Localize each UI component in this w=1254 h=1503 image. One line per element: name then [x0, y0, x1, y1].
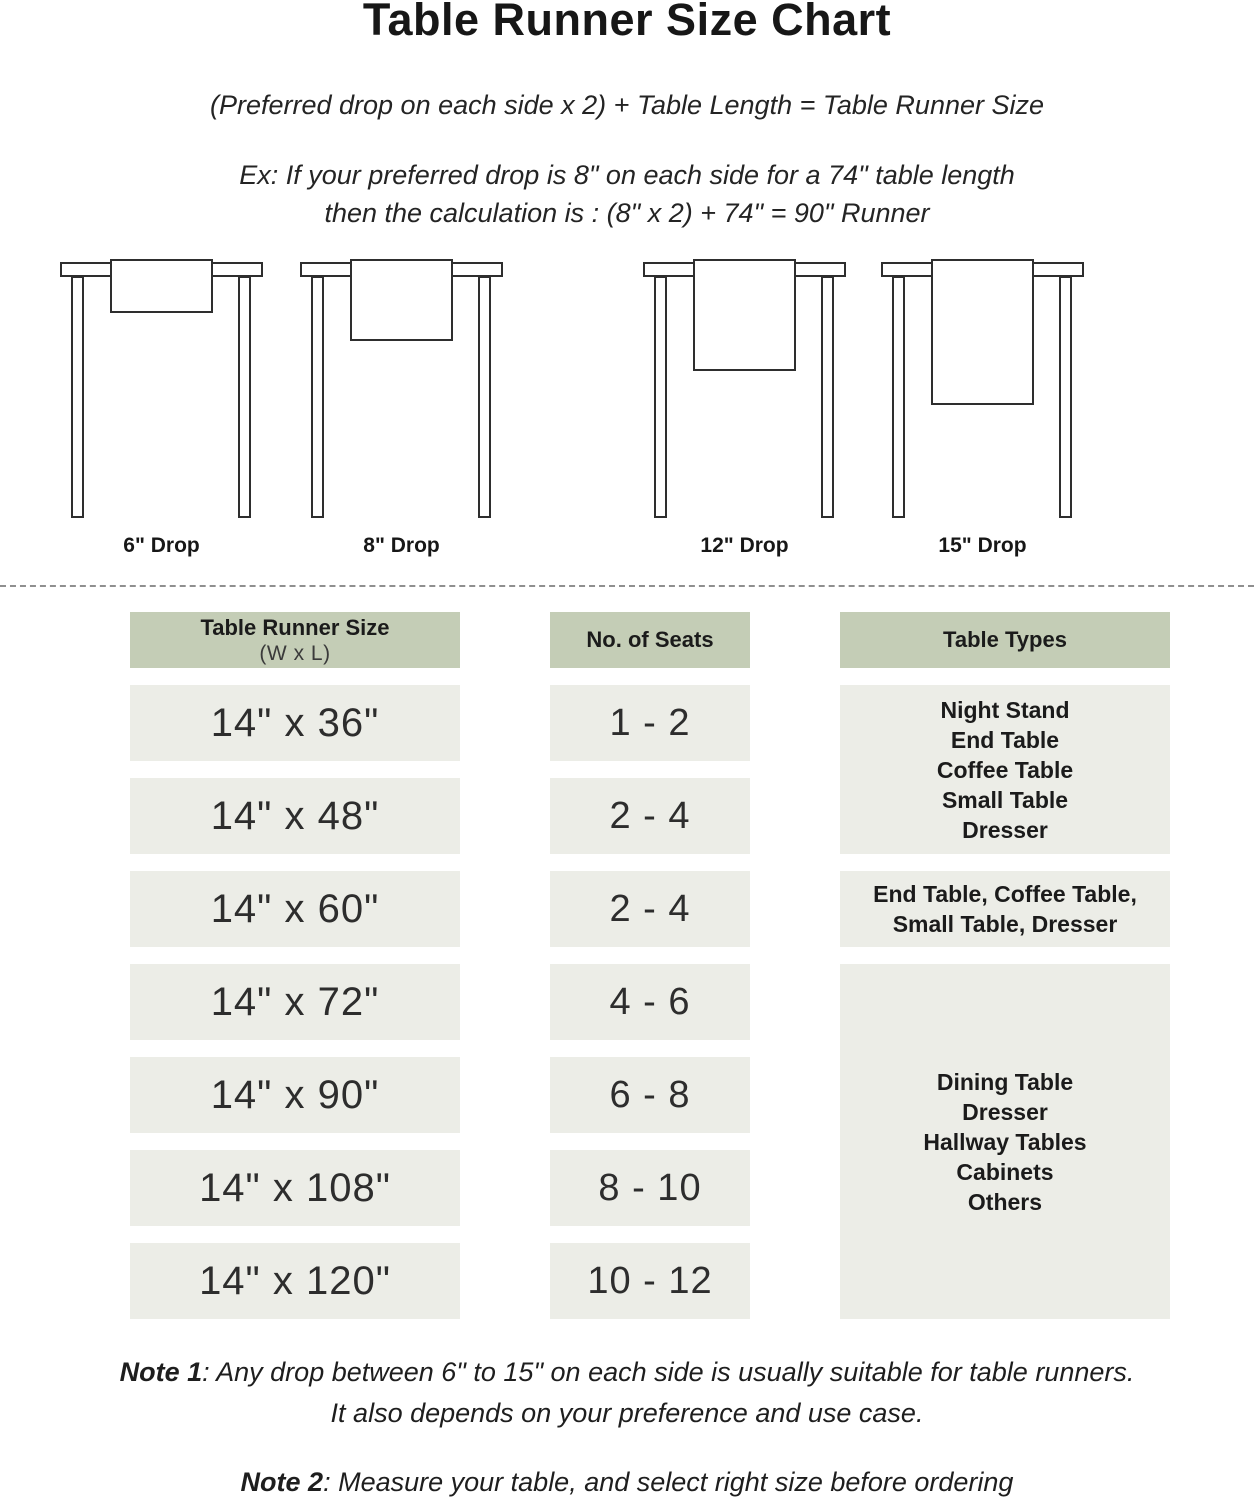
types-line: Cabinets [956, 1158, 1054, 1185]
types-line: End Table [950, 726, 1060, 753]
types-line: Small Table [941, 786, 1069, 813]
size-cell-5: 14" x 108" [130, 1150, 460, 1226]
header-seats [550, 612, 750, 668]
size-cell-4: 14" x 90" [130, 1057, 460, 1133]
drop-label: 6" Drop [123, 534, 200, 557]
table-figure-6in-drop [60, 258, 263, 560]
table-leg-right [238, 276, 251, 518]
runner-shape [350, 259, 453, 341]
note-2-label: Note 2 [240, 1467, 324, 1497]
header-types [840, 612, 1170, 668]
formula-text: (Preferred drop on each side x 2) + Table Length = Table Runner Size [209, 90, 1045, 120]
seats-cell-5: 8 - 10 [550, 1150, 750, 1226]
table-leg-left [71, 276, 84, 518]
header-size-subtitle: (W x L) [259, 641, 331, 665]
seats-cell-6: 10 - 12 [550, 1243, 750, 1319]
runner-shape [693, 259, 796, 371]
seats-cell-0: 1 - 2 [550, 685, 750, 761]
drop-label: 8" Drop [363, 534, 440, 557]
runner-shape [931, 259, 1034, 405]
size-cell-6: 14" x 120" [130, 1243, 460, 1319]
drop-figures [0, 258, 1254, 560]
size-cell-3: 14" x 72" [130, 964, 460, 1040]
types-line: Dresser [962, 816, 1048, 843]
types-line: Dresser [962, 1098, 1048, 1125]
table-figure-8in-drop [300, 258, 503, 560]
size-table [130, 612, 1170, 1319]
types-cell-group-1 [840, 685, 1170, 854]
header-seats-title: No. of Seats [586, 627, 714, 652]
table-leg-left [654, 276, 667, 518]
runner-shape [110, 259, 213, 313]
note-1-text: : Any drop between 6" to 15" on each side is usually suitable for table runners. [202, 1357, 1135, 1387]
size-cell-0: 14" x 36" [130, 685, 460, 761]
types-line: End Table, Coffee Table, [873, 881, 1137, 907]
note-2-text: : Measure your table, and select right size before ordering [323, 1467, 1014, 1497]
types-line: Others [967, 1188, 1043, 1215]
example-line-2: then the calculation is : (8" x 2) + 74" = 90" Runner [324, 198, 930, 228]
note-1-label: Note 1 [119, 1357, 203, 1387]
drop-label: 12" Drop [700, 534, 789, 557]
example-text [0, 156, 1254, 232]
note-1 [0, 1352, 1254, 1434]
table-figure-12in-drop [643, 258, 846, 560]
size-cell-1: 14" x 48" [130, 778, 460, 854]
seats-cell-3: 4 - 6 [550, 964, 750, 1040]
types-cell-group-3 [840, 964, 1170, 1319]
note-2 [0, 1462, 1254, 1503]
table-figure-15in-drop [881, 258, 1084, 560]
header-types-title: Table Types [943, 627, 1067, 652]
note-2-line-1 [0, 1462, 1254, 1503]
types-line: Dining Table [936, 1068, 1074, 1095]
example-line-1: Ex: If your preferred drop is 8" on each side for a 74" table length [239, 160, 1015, 190]
seats-cell-4: 6 - 8 [550, 1057, 750, 1133]
table-leg-right [478, 276, 491, 518]
dashed-divider [0, 585, 1254, 587]
types-line: Coffee Table [936, 756, 1074, 783]
seats-cell-1: 2 - 4 [550, 778, 750, 854]
page-title: Table Runner Size Chart [362, 0, 892, 45]
types-line: Small Table, Dresser [892, 911, 1118, 937]
header-size-title: Table Runner Size [200, 614, 390, 640]
types-cell-group-2 [840, 871, 1170, 947]
table-leg-left [892, 276, 905, 518]
seats-cell-2: 2 - 4 [550, 871, 750, 947]
table-leg-right [1059, 276, 1072, 518]
note-1-line-1 [0, 1352, 1254, 1393]
header-size [130, 612, 460, 668]
table-leg-right [821, 276, 834, 518]
types-line: Night Stand [940, 696, 1070, 723]
drop-label: 15" Drop [938, 534, 1027, 557]
table-leg-left [311, 276, 324, 518]
note-1-line-2: It also depends on your preference and use case. [330, 1398, 924, 1428]
size-cell-2: 14" x 60" [130, 871, 460, 947]
types-line: Hallway Tables [923, 1128, 1087, 1155]
